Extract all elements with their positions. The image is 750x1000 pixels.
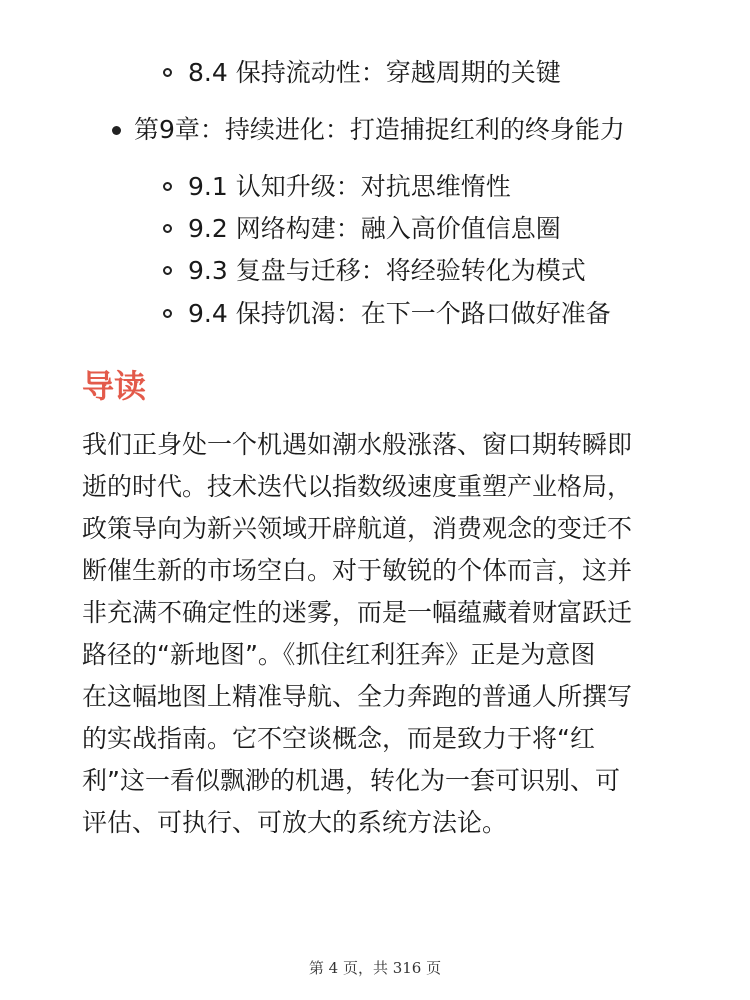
paragraph-line: 断催生新的市场空白。对于敏锐的个体而言，这并 — [82, 556, 633, 585]
circle-bullet-icon — [163, 224, 172, 233]
circle-bullet-icon — [163, 309, 172, 318]
toc-item-9-3: 9.3 复盘与迁移：将经验转化为模式 — [188, 256, 586, 285]
circle-bullet-icon — [163, 68, 172, 77]
circle-bullet-icon — [163, 266, 172, 275]
toc-item-9-1: 9.1 认知升级：对抗思维惰性 — [188, 172, 511, 201]
paragraph-line: 评估、可执行、可放大的系统方法论。 — [82, 808, 508, 837]
paragraph-line: 的实战指南。它不空谈概念，而是致力于将“红 — [82, 724, 595, 753]
toc-item-8-4: 8.4 保持流动性：穿越周期的关键 — [188, 58, 561, 87]
paragraph-line: 路径的“新地图”。《抓住红利狂奔》正是为意图 — [82, 640, 596, 669]
paragraph-line: 利”这一看似飘渺的机遇，转化为一套可识别、可 — [82, 766, 620, 795]
paragraph-line: 在这幅地图上精准导航、全力奔跑的普通人所撰写 — [82, 682, 633, 711]
toc-item-9-2: 9.2 网络构建：融入高价值信息圈 — [188, 214, 561, 243]
toc-item-9-4: 9.4 保持饥渴：在下一个路口做好准备 — [188, 299, 611, 328]
circle-bullet-icon — [163, 182, 172, 191]
paragraph-line: 非充满不确定性的迷雾，而是一幅蕴藏着财富跃迁 — [82, 598, 633, 627]
paragraph-line: 我们正身处一个机遇如潮水般涨落、窗口期转瞬即 — [82, 430, 633, 459]
paragraph-line: 政策导向为新兴领域开辟航道，消费观念的变迁不 — [82, 514, 633, 543]
toc-chapter-9: 第9章：持续进化：打造捕捉红利的终身能力 — [134, 115, 625, 144]
paragraph-line: 逝的时代。技术迭代以指数级速度重塑产业格局， — [82, 472, 633, 501]
page-number-footer: 第 4 页，共 316 页 — [308, 959, 442, 977]
disc-bullet-icon — [112, 126, 121, 135]
section-heading: 导读 — [82, 367, 147, 405]
